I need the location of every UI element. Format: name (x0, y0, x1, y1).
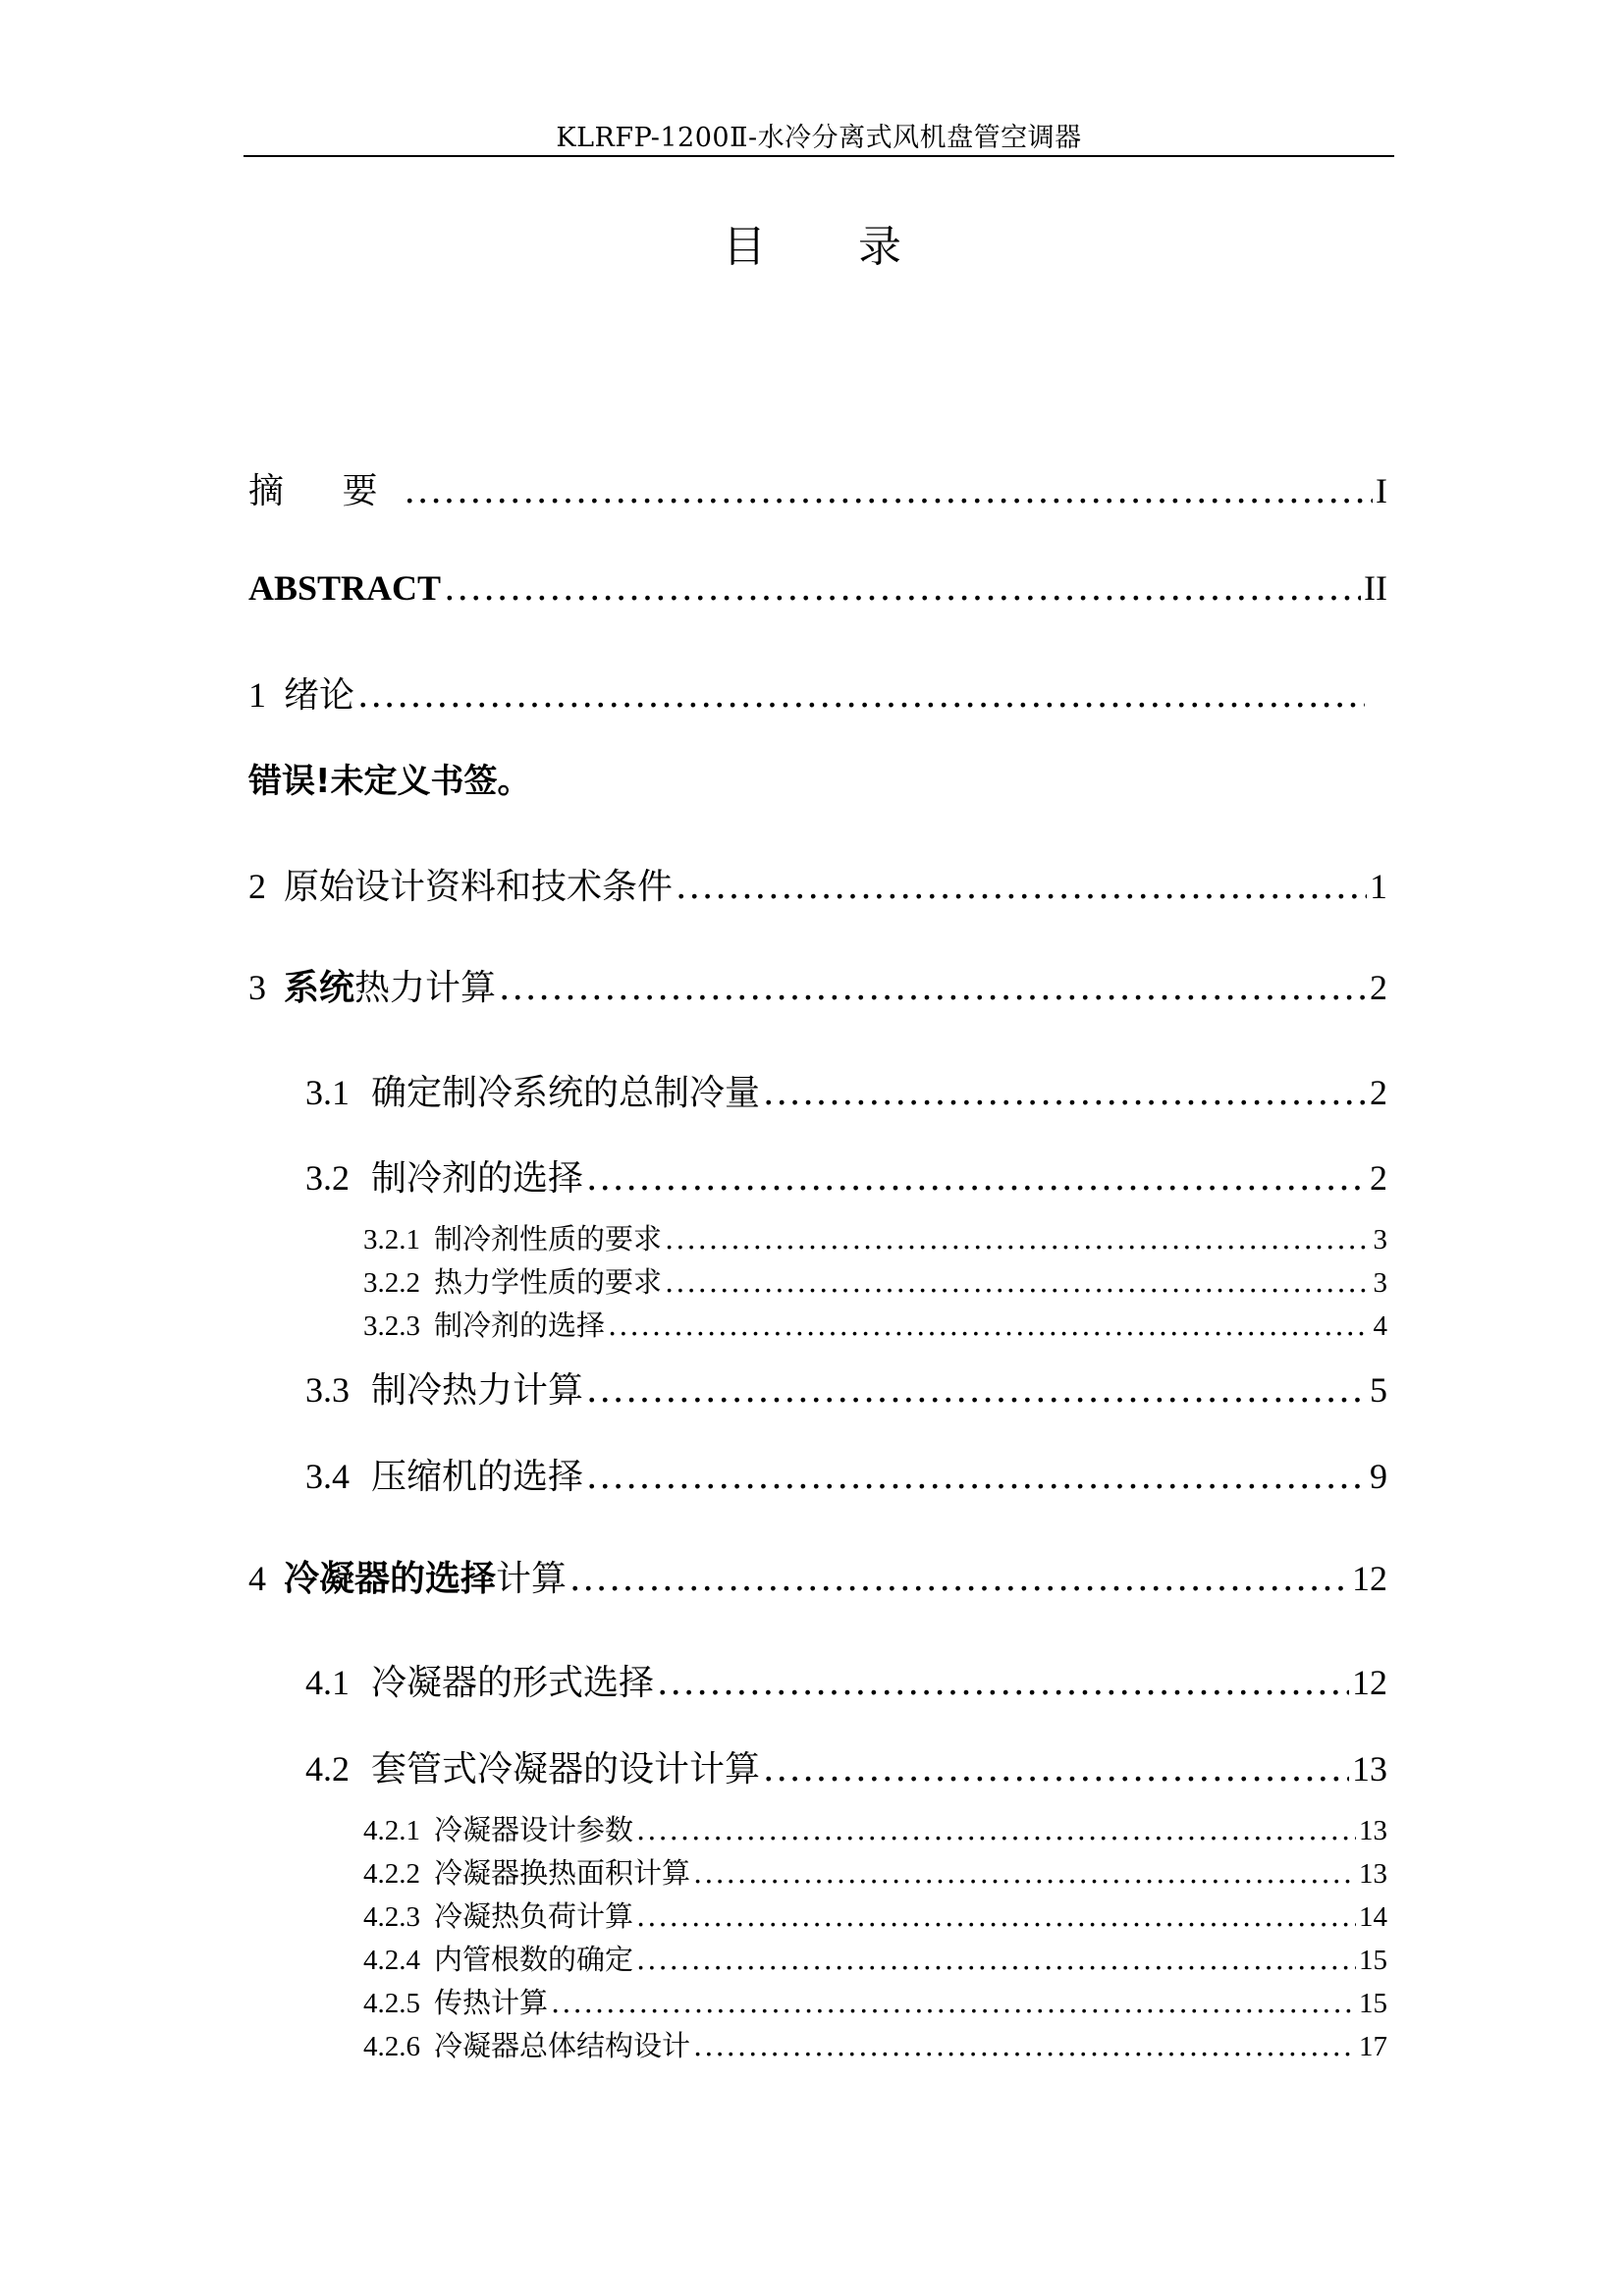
toc-page-number: 13 (1359, 1858, 1387, 1890)
page-title: 目 录 (723, 222, 941, 272)
toc-leader (551, 1986, 1356, 2019)
toc-label: 绪论 (284, 675, 355, 716)
toc-entry-ch2[interactable] (248, 859, 1387, 909)
toc-label-bold: 冷凝器的选择 (284, 1559, 497, 1599)
toc-entry-abstract-cn[interactable] (248, 463, 1387, 513)
toc-entry-ch4[interactable] (248, 1551, 1387, 1601)
toc-page-number: 15 (1359, 1945, 1387, 1976)
toc-entry-3-1[interactable] (305, 1065, 1387, 1115)
toc-leader (608, 1308, 1370, 1342)
toc-page-number: 12 (1352, 1663, 1387, 1702)
toc-label: 压缩机的选择 (371, 1457, 584, 1497)
toc-number: 1 (248, 675, 266, 715)
toc-label: 内管根数的确定 (434, 1943, 634, 1976)
toc-leader (763, 1749, 1349, 1789)
toc-error-message: 错误!未定义书签。 (248, 762, 531, 801)
toc-entry-3-2[interactable] (305, 1150, 1387, 1201)
toc-entry-4-1[interactable] (305, 1655, 1387, 1705)
toc-entry-3-3[interactable] (305, 1362, 1387, 1413)
toc-label: 制冷热力计算 (371, 1370, 584, 1411)
toc-page-number: 1 (1370, 867, 1387, 906)
toc-page-number: 14 (1359, 1901, 1387, 1933)
header-rule (244, 155, 1394, 157)
toc-page-number: 5 (1370, 1370, 1387, 1410)
toc-page-number: 3 (1373, 1224, 1387, 1255)
toc-label: 原始设计资料和技术条件 (284, 867, 674, 907)
toc-number: 4.1 (305, 1663, 350, 1702)
toc-leader (665, 1265, 1370, 1299)
toc-label: 热力计算 (354, 968, 497, 1008)
toc-entry-4-2-3[interactable] (363, 1895, 1387, 1935)
toc-number: 3.2 (305, 1158, 350, 1198)
toc-label: 冷凝器的形式选择 (371, 1663, 655, 1703)
toc-page-number: 15 (1359, 1988, 1387, 2019)
toc-page-number: 13 (1352, 1749, 1387, 1789)
toc-label: 制冷剂的选择 (434, 1308, 606, 1342)
toc-label: 套管式冷凝器的设计计算 (371, 1749, 761, 1789)
toc-leader (636, 1813, 1356, 1846)
toc-page-number: 9 (1370, 1457, 1387, 1496)
toc-label: 冷凝热负荷计算 (434, 1899, 634, 1933)
toc-leader (404, 471, 1373, 511)
toc-label: ABSTRACT (248, 568, 442, 608)
toc-page-number: 2 (1370, 1073, 1387, 1112)
toc-leader (676, 867, 1367, 907)
toc-entry-4-2-2[interactable] (363, 1851, 1387, 1892)
toc-page-number: 13 (1359, 1815, 1387, 1846)
toc-leader (763, 1073, 1367, 1113)
toc-label: 冷凝器设计参数 (434, 1813, 634, 1846)
toc-leader (586, 1158, 1367, 1199)
toc-number: 4.2 (305, 1749, 350, 1789)
toc-label: 计算 (496, 1559, 568, 1599)
toc-number: 3.1 (305, 1073, 350, 1112)
toc-entry-4-2-5[interactable] (363, 1981, 1387, 2021)
toc-number: 4.2.6 (363, 2031, 420, 2062)
toc-number: 3.2.3 (363, 1310, 420, 1342)
toc-number: 4.2.3 (363, 1901, 420, 1933)
toc-leader (693, 1856, 1356, 1890)
toc-leader (665, 1222, 1370, 1255)
toc-number: 4.2.4 (363, 1945, 420, 1976)
toc-number: 4.2.1 (363, 1815, 420, 1846)
toc-page-number: 2 (1370, 1158, 1387, 1198)
toc-page-number: II (1364, 568, 1387, 608)
toc-number: 3.2.1 (363, 1224, 420, 1255)
toc-page-number: 3 (1373, 1267, 1387, 1299)
toc-leader (499, 968, 1367, 1008)
toc-leader (444, 568, 1361, 609)
toc-number: 3.3 (305, 1370, 350, 1410)
running-header: KLRFP-1200Ⅱ-水冷分离式风机盘管空调器 (556, 123, 1082, 153)
toc-leader (586, 1370, 1367, 1411)
toc-entry-3-4[interactable] (305, 1449, 1387, 1499)
toc-number: 4.2.5 (363, 1988, 420, 2019)
toc-label: 制冷剂的选择 (371, 1158, 584, 1199)
toc-number: 3.2.2 (363, 1267, 420, 1299)
toc-number: 4 (248, 1559, 266, 1598)
toc-number: 3.4 (305, 1457, 350, 1496)
toc-number: 2 (248, 867, 266, 906)
toc-page-number: 2 (1370, 968, 1387, 1007)
toc-label: 制冷剂性质的要求 (434, 1222, 663, 1255)
toc-leader (636, 1899, 1356, 1933)
toc-entry-ch1[interactable] (248, 667, 1368, 718)
toc-leader (357, 675, 1365, 716)
toc-page-number: 4 (1373, 1310, 1387, 1342)
toc-entry-3-2-1[interactable] (363, 1217, 1387, 1257)
toc-entry-ch3[interactable] (248, 960, 1387, 1010)
toc-leader (693, 2029, 1356, 2062)
toc-entry-4-2-6[interactable] (363, 2024, 1387, 2064)
toc-entry-4-2[interactable] (305, 1741, 1387, 1791)
toc-label-bold: 系统 (284, 968, 355, 1008)
toc-entry-3-2-2[interactable] (363, 1260, 1387, 1301)
toc-entry-4-2-1[interactable] (363, 1808, 1387, 1848)
toc-entry-abstract-en[interactable] (248, 567, 1387, 609)
toc-leader (569, 1559, 1349, 1599)
toc-page-number: I (1376, 471, 1387, 510)
toc-leader (586, 1457, 1367, 1497)
toc-label: 热力学性质的要求 (434, 1265, 663, 1299)
toc-entry-3-2-3[interactable] (363, 1304, 1387, 1344)
toc-entry-4-2-4[interactable] (363, 1938, 1387, 1978)
toc-leader (636, 1943, 1356, 1976)
toc-label: 传热计算 (434, 1986, 549, 2019)
toc-label: 冷凝器换热面积计算 (434, 1856, 691, 1890)
toc-label: 冷凝器总体结构设计 (434, 2029, 691, 2062)
toc-label: 确定制冷系统的总制冷量 (371, 1073, 761, 1113)
toc-label: 摘 要 (248, 471, 402, 511)
toc-number: 3 (248, 968, 266, 1007)
toc-page-number: 17 (1359, 2031, 1387, 2062)
toc-number: 4.2.2 (363, 1858, 420, 1890)
toc-leader (657, 1663, 1349, 1703)
toc-page-number: 12 (1352, 1559, 1387, 1598)
